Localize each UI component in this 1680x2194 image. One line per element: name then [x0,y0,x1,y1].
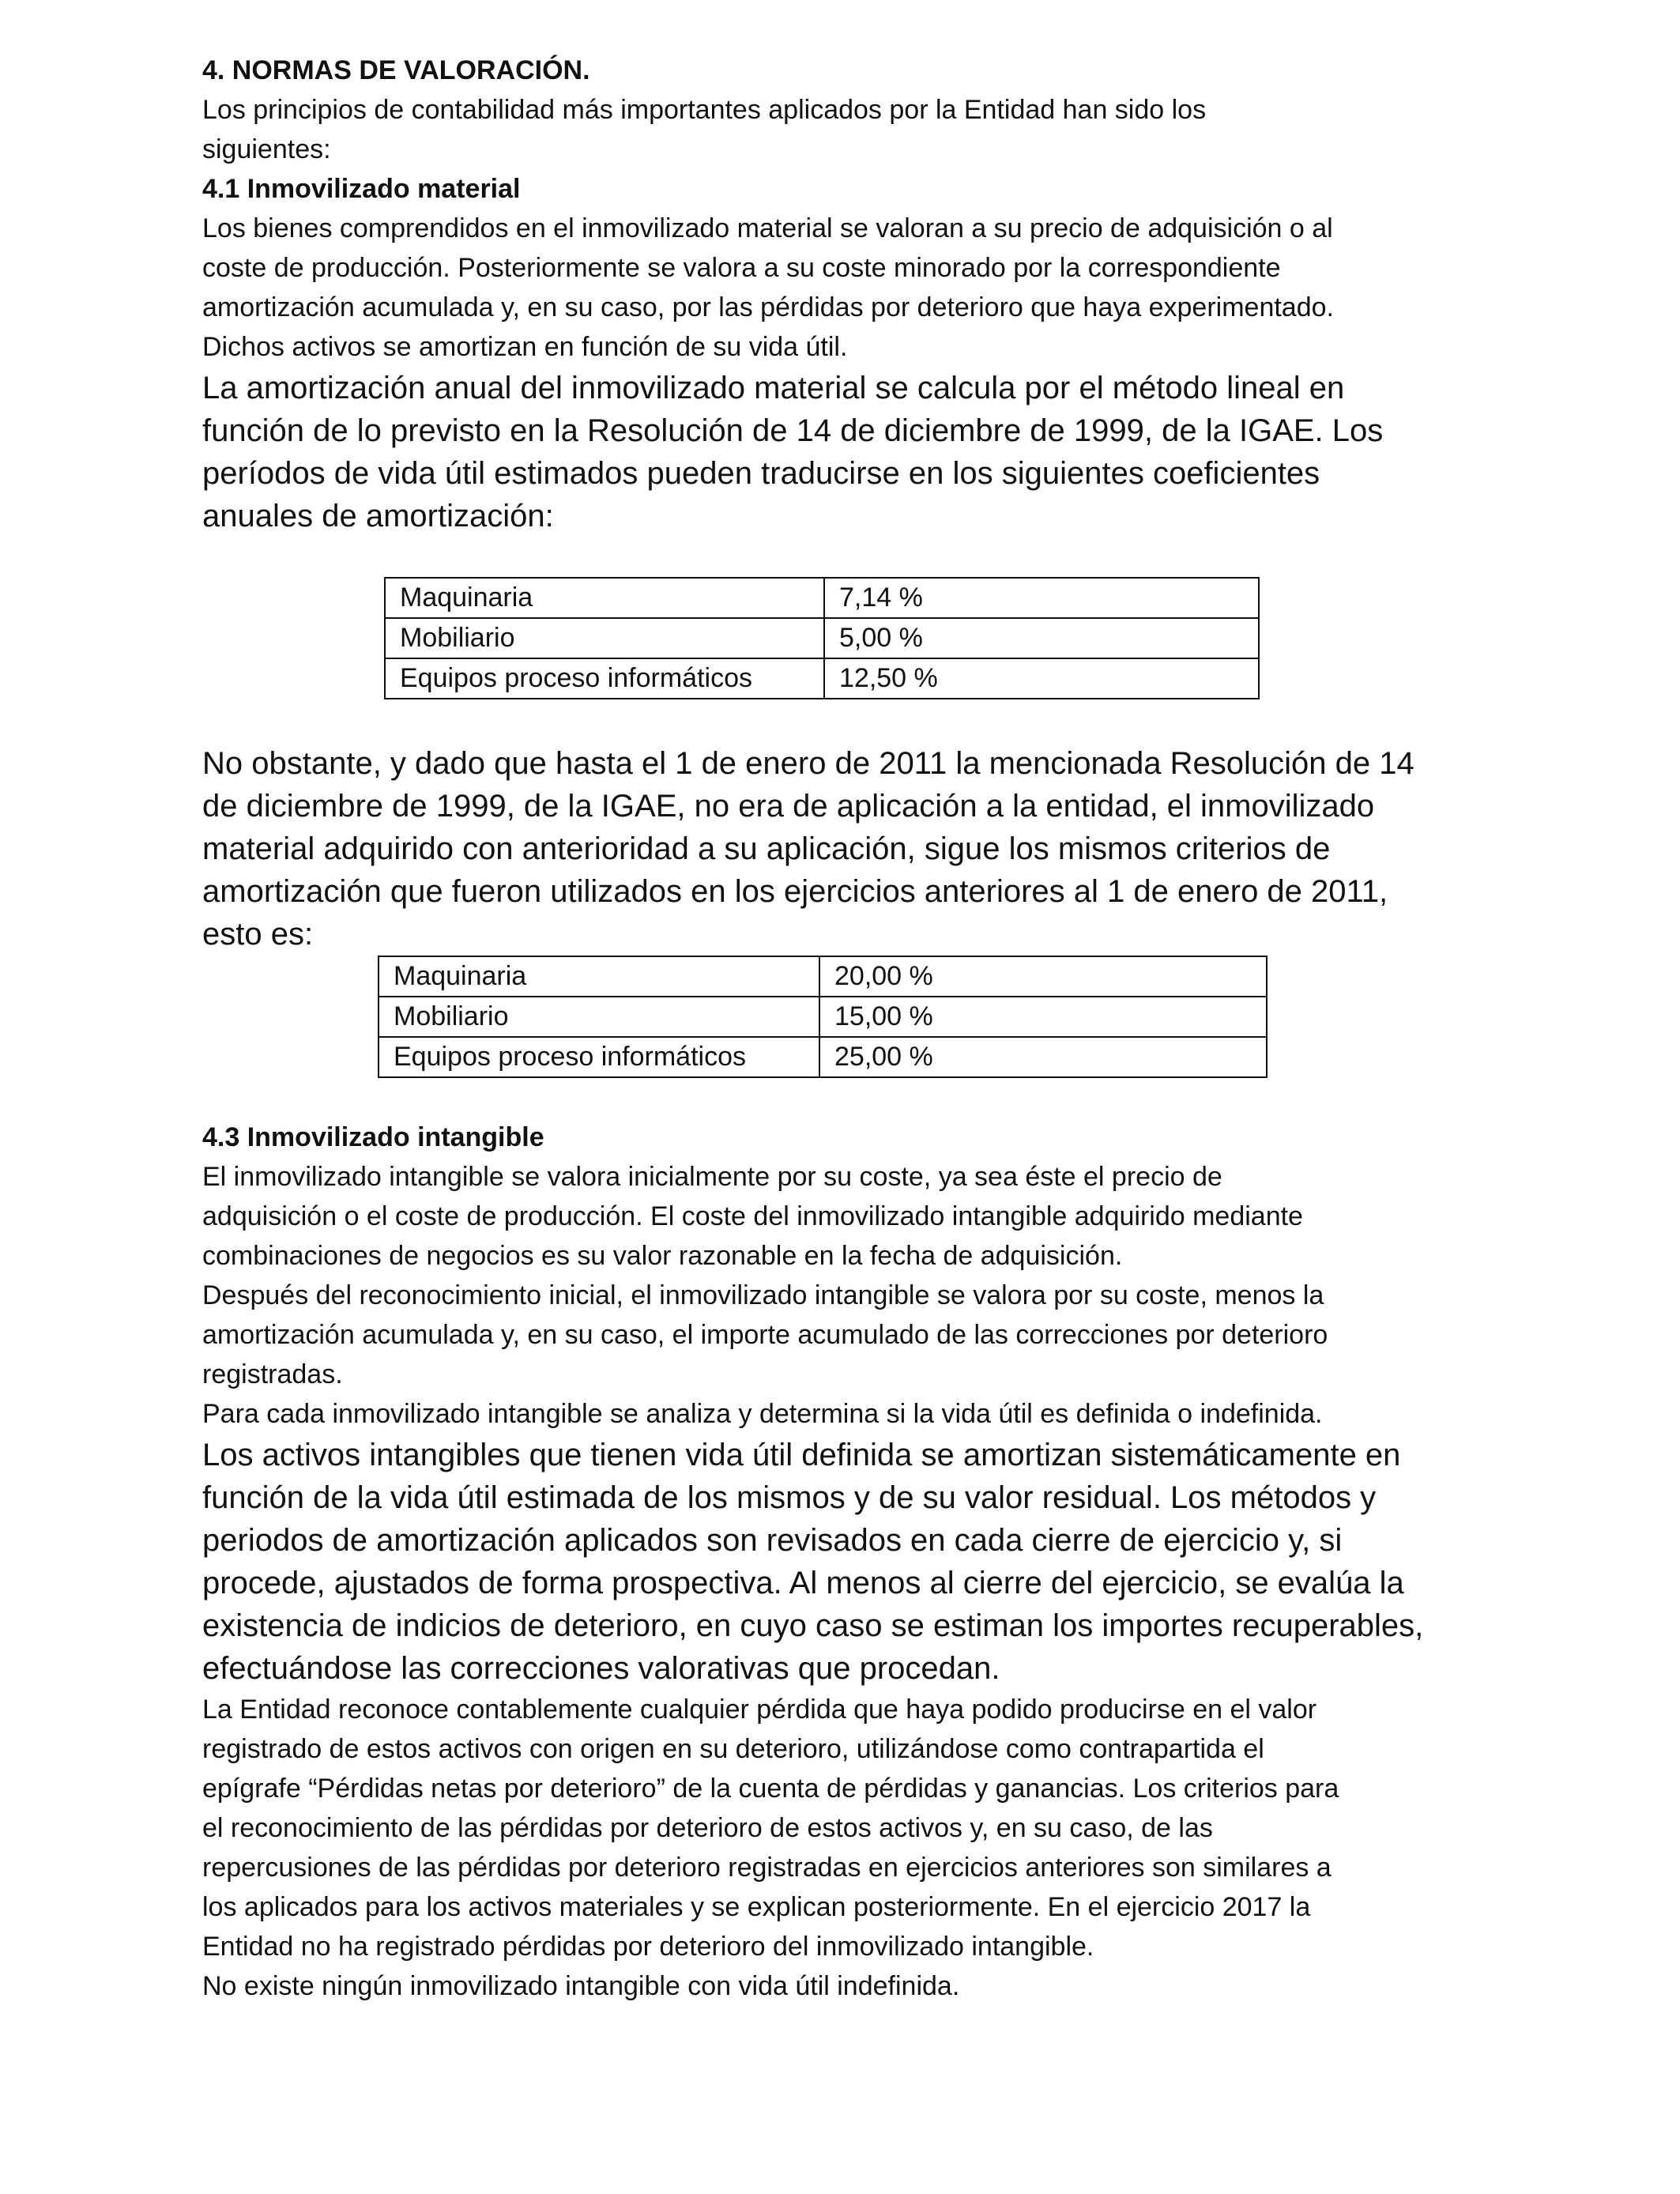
table-row [385,578,1259,618]
text-line: el reconocimiento de las pérdidas por deterioro de estos activos y, en su caso, de las [202,1813,1213,1843]
table-cell-rate: 15,00 % [819,997,1267,1037]
text-line: repercusiones de las pérdidas por deterioro registradas en ejercicios anteriores son similares a [202,1853,1332,1883]
section-4-3-paragraph-3 [202,1690,1467,2006]
table-cell-item: Mobiliario [385,618,824,658]
text-line: Para cada inmovilizado intangible se analiza y determina si la vida útil es definida o indefinida. [202,1399,1323,1429]
table-row [385,618,1259,658]
document-page [202,51,1467,2006]
text-line: períodos de vida útil estimados pueden traducirse en los siguientes coeficientes [202,456,1320,491]
text-line: función de lo previsto en la Resolución de 14 de diciembre de 1999, de la IGAE. Los [202,413,1384,448]
section-4-1-paragraph-2 [202,367,1467,537]
text-line: amortización acumulada y, en su caso, por las pérdidas por deterioro que haya experimentado. [202,292,1334,322]
section-4-1-heading: 4.1 Inmovilizado material [202,174,521,204]
table-cell-item: Mobiliario [379,997,819,1037]
section-4-1-paragraph-3 [202,742,1467,956]
table-cell-item: Equipos proceso informáticos [379,1037,819,1077]
section-4-heading: 4. NORMAS DE VALORACIÓN. [202,55,590,85]
text-line: coste de producción. Posteriormente se valora a su coste minorado por la correspondiente [202,253,1281,283]
text-line: registradas. [202,1359,343,1389]
text-line: siguientes: [202,134,331,164]
text-line: periodos de amortización aplicados son revisados en cada cierre de ejercicio y, si [202,1523,1343,1558]
text-line: los aplicados para los activos materiales y se explican posteriormente. En el ejercicio 2017 la [202,1892,1311,1922]
text-line: esto es: [202,917,314,952]
text-line: registrado de estos activos con origen en su deterioro, utilizándose como contrapartida el [202,1734,1264,1764]
text-line: de diciembre de 1999, de la IGAE, no era de aplicación a la entidad, el inmovilizado [202,789,1375,824]
table-cell-rate: 5,00 % [824,618,1259,658]
text-line: Dichos activos se amortizan en función de su vida útil. [202,332,848,362]
section-4-3-heading: 4.3 Inmovilizado intangible [202,1122,544,1152]
section-4-3-paragraph-2 [202,1434,1467,1690]
table-cell-rate: 20,00 % [819,956,1267,997]
text-line: anuales de amortización: [202,499,554,533]
spacer [202,699,1467,742]
text-line: Los activos intangibles que tienen vida útil definida se amortizan sistemáticamente en [202,1438,1401,1472]
table-cell-item: Maquinaria [379,956,819,997]
text-line: Entidad no ha registrado pérdidas por deterioro del inmovilizado intangible. [202,1932,1094,1962]
text-line: epígrafe “Pérdidas netas por deterioro” de la cuenta de pérdidas y ganancias. Los criterios para [202,1774,1339,1804]
text-line: procede, ajustados de forma prospectiva. Al menos al cierre del ejercicio, se evalúa la [202,1566,1404,1600]
table-cell-item: Equipos proceso informáticos [385,658,824,699]
text-line: No existe ningún inmovilizado intangible con vida útil indefinida. [202,1971,960,2001]
text-line: Los bienes comprendidos en el inmovilizado material se valoran a su precio de adquisición o al [202,213,1333,243]
text-line: amortización que fueron utilizados en los ejercicios anteriores al 1 de enero de 2011, [202,874,1388,909]
section-4-3-paragraph-1 [202,1157,1467,1434]
table-cell-rate: 7,14 % [824,578,1259,618]
section-4-1-paragraph-1 [202,209,1467,367]
text-line: Después del reconocimiento inicial, el inmovilizado intangible se valora por su coste, menos la [202,1280,1324,1310]
table-cell-rate: 25,00 % [819,1037,1267,1077]
section-4-intro [202,90,1467,169]
text-line: efectuándose las correcciones valorativas que procedan. [202,1651,1000,1686]
table-row [385,658,1259,699]
table-cell-item: Maquinaria [385,578,824,618]
text-line: Los principios de contabilidad más importantes aplicados por la Entidad han sido los [202,95,1207,125]
text-line: El inmovilizado intangible se valora inicialmente por su coste, ya sea éste el precio de [202,1162,1222,1192]
text-line: La Entidad reconoce contablemente cualquier pérdida que haya podido producirse en el valor [202,1695,1317,1725]
previous-amortization-rates-table [378,956,1268,1078]
text-line: amortización acumulada y, en su caso, el importe acumulado de las correcciones por deterioro [202,1320,1328,1350]
text-line: material adquirido con anterioridad a su aplicación, sigue los mismos criterios de [202,831,1331,866]
table-row [379,997,1267,1037]
text-line: existencia de indicios de deterioro, en cuyo caso se estiman los importes recuperables, [202,1608,1424,1643]
text-line: adquisición o el coste de producción. El coste del inmovilizado intangible adquirido mediante [202,1201,1303,1231]
table-row [379,956,1267,997]
text-line: No obstante, y dado que hasta el 1 de enero de 2011 la mencionada Resolución de 14 [202,746,1414,781]
text-line: función de la vida útil estimada de los mismos y de su valor residual. Los métodos y [202,1480,1377,1515]
text-line: La amortización anual del inmovilizado material se calcula por el método lineal en [202,371,1345,405]
spacer [202,1078,1467,1118]
amortization-rates-table [384,577,1260,699]
table-cell-rate: 12,50 % [824,658,1259,699]
text-line: combinaciones de negocios es su valor razonable en la fecha de adquisición. [202,1241,1123,1271]
table-row [379,1037,1267,1077]
